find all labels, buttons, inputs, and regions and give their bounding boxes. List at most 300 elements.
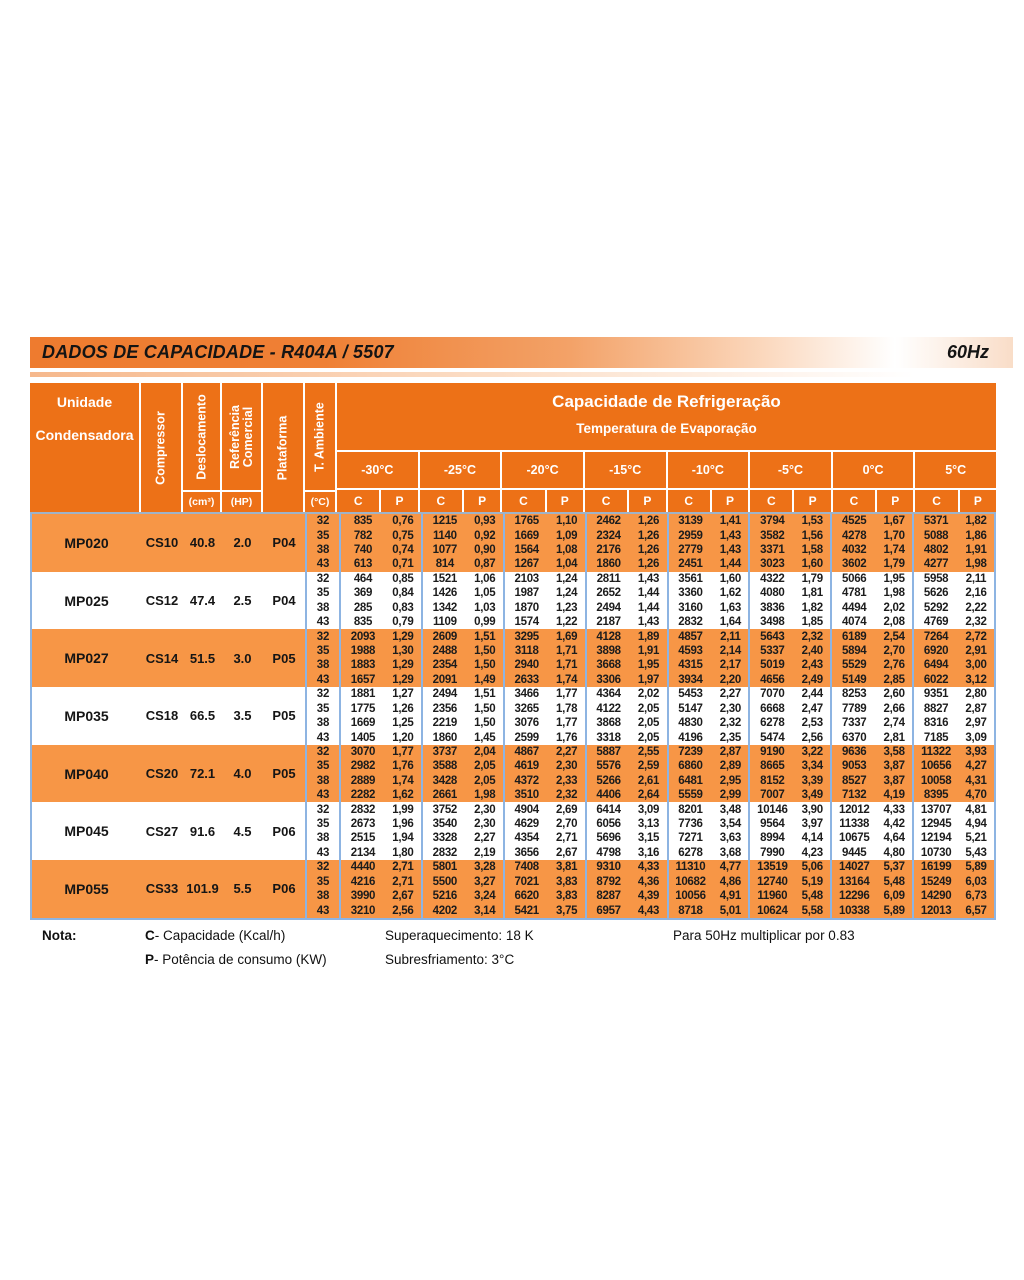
capacity-value: 3588 [432, 760, 458, 773]
data-row [341, 875, 994, 889]
power-value: 3,63 [719, 832, 741, 845]
evap-temp-group [750, 875, 832, 889]
capacity-value: 12194 [920, 832, 952, 845]
evap-temp-group [587, 759, 669, 773]
capacity-value: 10682 [675, 875, 706, 888]
cp-header-group [668, 490, 751, 512]
evap-temp-group [341, 759, 423, 773]
unit-model: MP020 [64, 534, 109, 551]
evap-temp-group [832, 557, 914, 571]
evap-temp-group [423, 817, 505, 831]
capacity-value: 9190 [760, 745, 785, 758]
accent-strip [30, 372, 1013, 377]
capacity-value: 4440 [350, 861, 376, 874]
ambient-temp-cell: 38 [316, 601, 330, 614]
power-value: 1,56 [801, 529, 823, 542]
unit-reference-hp: 3.0 [233, 650, 252, 666]
evap-temp-group [341, 586, 423, 600]
evap-temp-group [832, 701, 914, 715]
power-value: 4,33 [883, 803, 905, 816]
power-value: 2,30 [474, 803, 496, 816]
evap-temp-group [423, 687, 505, 701]
capacity-value: 12012 [838, 803, 870, 816]
power-value: 3,13 [637, 818, 660, 831]
power-value: 1,91 [965, 544, 987, 557]
power-value: 1,25 [392, 717, 414, 730]
capacity-value: 613 [353, 558, 373, 571]
capacity-value: 2832 [350, 803, 376, 816]
evap-temp-group [423, 673, 505, 687]
capacity-value: 8253 [842, 688, 867, 701]
ambient-temp-cell: 32 [316, 630, 330, 643]
power-value: 2,87 [965, 702, 987, 715]
power-value: 2,35 [719, 731, 741, 744]
p-def: - Potência de consumo (KW) [154, 952, 327, 967]
unit-compressor: CS20 [145, 766, 179, 782]
header-referencia-unit: (HP) [222, 490, 261, 512]
power-value: 2,04 [474, 745, 496, 758]
unit-displacement: 51.5 [189, 650, 216, 666]
evap-temp-group [914, 658, 994, 672]
capacity-value: 835 [353, 515, 373, 528]
unit-compressor: CS12 [145, 593, 179, 609]
power-value: 1,43 [637, 572, 660, 585]
power-value: 1,08 [556, 544, 578, 557]
evap-temp-group [669, 629, 751, 643]
evap-temp-group [341, 730, 423, 744]
power-value: 2,89 [719, 760, 741, 773]
unit-model: MP035 [64, 707, 109, 724]
capacity-value: 3118 [514, 645, 539, 657]
evap-temp-group [914, 601, 994, 615]
power-value: 2,59 [637, 760, 660, 773]
capacity-value: 6278 [678, 846, 703, 859]
evap-temp-group [914, 716, 994, 730]
evap-temp-group [423, 586, 505, 600]
evap-temp-group [669, 730, 751, 744]
power-value: 2,71 [556, 832, 578, 845]
power-value: 1,62 [719, 587, 741, 600]
evap-temp-header: -20°C [502, 452, 585, 488]
capacity-value: 5643 [760, 630, 785, 643]
capacity-value: 7789 [842, 702, 867, 715]
power-value: 2,66 [883, 702, 905, 715]
evap-temp-group [669, 528, 751, 542]
power-col-header: P [547, 490, 583, 512]
evap-temp-group [587, 802, 669, 816]
capacity-value: 7736 [678, 818, 703, 831]
evap-temp-group [423, 774, 505, 788]
power-value: 5,37 [883, 861, 905, 874]
evap-temp-group [341, 615, 423, 629]
capacity-value: 3295 [514, 630, 539, 643]
evap-temp-group [587, 716, 669, 730]
capacity-value: 4525 [842, 515, 867, 528]
power-value: 1,98 [474, 789, 496, 802]
power-value: 1,71 [556, 659, 578, 672]
data-row [341, 601, 994, 615]
evap-temp-group [914, 687, 994, 701]
ambient-temp-cell: 32 [316, 745, 330, 758]
evap-temp-group [423, 759, 505, 773]
ambient-temp-cell: 35 [316, 760, 330, 773]
power-value: 3,12 [965, 673, 987, 686]
capacity-value: 6370 [842, 731, 867, 744]
power-value: 4,23 [801, 846, 823, 859]
capacity-value: 5147 [678, 702, 703, 715]
capacity-value: 5576 [596, 760, 621, 773]
evap-temp-group [423, 846, 505, 860]
power-col-header: P [629, 490, 665, 512]
power-value: 1,53 [801, 515, 823, 528]
unit-data [341, 860, 994, 918]
capacity-value: 5801 [432, 861, 458, 874]
evap-temp-group [341, 557, 423, 571]
unit-block [32, 687, 994, 745]
capacity-value: 1870 [514, 601, 539, 614]
evap-temp-group [914, 528, 994, 542]
capacity-col-header: C [502, 490, 546, 512]
evap-temp-group [914, 860, 994, 874]
capacity-value: 2494 [596, 601, 621, 614]
capacity-value: 6189 [842, 630, 867, 643]
evap-temp-group [832, 716, 914, 730]
ambient-temp-cell: 43 [316, 731, 330, 744]
capacity-value: 3934 [678, 673, 703, 686]
evap-temp-group [750, 673, 832, 687]
capacity-value: 4629 [514, 818, 539, 831]
c-def: - Capacidade (Kcal/h) [154, 928, 286, 943]
capacity-value: 2599 [514, 731, 539, 744]
evap-temp-group [341, 629, 423, 643]
power-value: 1,64 [719, 616, 741, 629]
power-value: 3,87 [883, 760, 905, 773]
capacity-value: 3836 [760, 601, 785, 614]
power-value: 2,11 [965, 572, 987, 585]
evap-temp-group [669, 817, 751, 831]
capacity-value: 5149 [842, 673, 867, 686]
power-value: 1,98 [965, 558, 987, 571]
unit-compressor: CS14 [145, 650, 179, 666]
evap-temp-group [669, 543, 751, 557]
power-value: 2,60 [883, 688, 905, 701]
capacity-value: 7132 [842, 789, 867, 802]
evap-temp-group [669, 644, 751, 658]
power-value: 4,36 [637, 875, 660, 888]
evap-temp-group [914, 774, 994, 788]
power-value: 4,94 [965, 818, 987, 831]
capacity-value: 10058 [920, 774, 952, 787]
power-value: 2,14 [719, 645, 741, 657]
header-referencia-comercial [222, 383, 263, 512]
capacity-value: 7239 [678, 745, 703, 758]
evap-temp-group [669, 903, 751, 917]
evap-temp-group [750, 817, 832, 831]
evap-temp-group [587, 673, 669, 687]
capacity-value: 13164 [838, 875, 870, 888]
capacity-value: 2940 [514, 659, 539, 672]
capacity-definition [145, 928, 286, 943]
power-value: 2,02 [637, 688, 660, 701]
evap-temp-group [423, 860, 505, 874]
data-row [341, 745, 994, 759]
capacity-value: 1657 [350, 673, 376, 686]
evap-temp-group [750, 788, 832, 802]
capacity-value: 5696 [596, 832, 621, 845]
unit-model: MP027 [64, 650, 109, 667]
power-value: 0,79 [392, 616, 414, 629]
evap-temp-group [914, 846, 994, 860]
capacity-value: 9351 [923, 688, 949, 701]
power-value: 1,04 [556, 558, 578, 571]
power-value: 1,71 [556, 645, 578, 657]
cp-header-group [915, 490, 996, 512]
capacity-value: 4904 [514, 803, 539, 816]
power-value: 2,17 [719, 659, 741, 672]
capacity-col-header: C [420, 490, 464, 512]
subcooling-note: Subresfriamento: 3°C [385, 952, 515, 967]
power-value: 4,86 [719, 875, 741, 888]
evap-temp-group [587, 528, 669, 542]
capacity-value: 14027 [838, 861, 870, 874]
evap-temp-group [832, 875, 914, 889]
power-value: 1,43 [637, 616, 660, 629]
power-col-header: P [877, 490, 913, 512]
power-value: 1,78 [556, 702, 578, 715]
evap-temp-group [505, 586, 587, 600]
power-value: 2,56 [392, 904, 414, 917]
capacity-value: 2324 [596, 529, 621, 542]
power-value: 3,22 [801, 745, 823, 758]
data-row [341, 817, 994, 831]
power-value: 3,15 [637, 832, 660, 845]
power-value: 2,69 [556, 803, 578, 816]
capacity-value: 10730 [920, 846, 952, 859]
evap-temp-group [505, 759, 587, 773]
unit-compressor: CS27 [145, 823, 179, 839]
unit-reference-hp: 3.5 [233, 708, 252, 724]
power-value: 1,82 [965, 515, 987, 528]
capacity-value: 7070 [760, 688, 785, 701]
power-value: 1,81 [801, 587, 823, 600]
power-value: 3,09 [637, 803, 660, 816]
capacity-value: 3794 [760, 515, 785, 528]
evap-temp-group [832, 586, 914, 600]
capacity-value: 7271 [678, 832, 703, 845]
capacity-value: 10056 [675, 890, 706, 903]
header-plataforma [263, 383, 305, 512]
power-value: 2,99 [719, 789, 741, 802]
capacity-value: 4593 [678, 645, 703, 657]
evap-temp-group [669, 615, 751, 629]
evap-temp-group [669, 774, 751, 788]
capacity-value: 3318 [596, 731, 621, 744]
power-value: 1,79 [801, 572, 823, 585]
evap-temp-group [505, 774, 587, 788]
evap-temp-header: 0°C [833, 452, 916, 488]
evap-temp-group [341, 802, 423, 816]
capacity-value: 10675 [838, 832, 870, 845]
power-value: 1,29 [392, 673, 414, 686]
evap-temp-header: -5°C [750, 452, 833, 488]
unit-reference-hp: 4.0 [233, 766, 252, 782]
power-value: 2,67 [556, 846, 578, 859]
power-value: 4,43 [637, 904, 660, 917]
power-value: 5,48 [883, 875, 905, 888]
evap-temp-group [669, 860, 751, 874]
power-value: 0,85 [392, 572, 414, 585]
evap-temp-group [914, 831, 994, 845]
power-value: 2,27 [719, 688, 741, 701]
capacity-value: 3306 [596, 673, 621, 686]
evap-temp-group [587, 831, 669, 845]
power-value: 4,39 [637, 890, 660, 903]
capacity-value: 3023 [760, 558, 785, 571]
unit-displacement: 40.8 [189, 535, 216, 551]
power-value: 2,32 [801, 630, 823, 643]
power-value: 2,85 [883, 673, 905, 686]
unit-model: MP040 [64, 765, 109, 782]
evap-temp-header: -10°C [668, 452, 751, 488]
evap-temp-group [505, 817, 587, 831]
evap-temp-group [832, 601, 914, 615]
evap-temp-group [669, 875, 751, 889]
evap-temp-group [505, 673, 587, 687]
capacity-value: 1860 [596, 558, 621, 571]
capacity-value: 5887 [596, 745, 621, 758]
capacity-col-header: C [585, 490, 629, 512]
unit-displacement: 91.6 [189, 823, 216, 839]
evap-temp-group [914, 615, 994, 629]
capacity-value: 4494 [842, 601, 867, 614]
power-value: 2,95 [719, 774, 741, 787]
power-value: 2,27 [556, 745, 578, 758]
capacity-value: 464 [353, 572, 373, 585]
capacity-value: 2282 [350, 789, 376, 802]
evap-temp-group [832, 831, 914, 845]
unit-block [32, 629, 994, 687]
evap-temp-group [914, 802, 994, 816]
evap-temp-group [587, 817, 669, 831]
cp-header-group [420, 490, 503, 512]
data-row [341, 903, 994, 917]
data-row [341, 543, 994, 557]
power-value: 4,33 [637, 861, 660, 874]
capacity-value: 7264 [923, 630, 949, 643]
evap-temp-group [832, 788, 914, 802]
power-value: 0,90 [474, 544, 496, 557]
power-value: 1,77 [556, 717, 578, 730]
evap-temp-group [750, 586, 832, 600]
evap-temp-group [750, 831, 832, 845]
capacity-value: 2661 [432, 789, 458, 802]
capacity-value: 2134 [350, 846, 376, 859]
capacity-value: 5500 [432, 875, 458, 888]
unit-compressor: CS33 [145, 881, 179, 897]
power-value: 3,58 [883, 745, 905, 758]
capacity-value: 6860 [678, 760, 703, 773]
ambient-temp-cell: 43 [316, 904, 330, 917]
capacity-value: 7990 [760, 846, 785, 859]
evap-temp-group [423, 745, 505, 759]
evap-temp-group [505, 831, 587, 845]
capacity-value: 1669 [350, 717, 376, 730]
capacity-value: 4354 [514, 832, 539, 845]
capacity-col-header: C [668, 490, 712, 512]
capacity-col-header: C [915, 490, 959, 512]
capacity-value: 1775 [350, 702, 376, 715]
evap-temp-group [423, 658, 505, 672]
evap-temp-group [423, 543, 505, 557]
capacity-value: 5371 [923, 515, 949, 528]
power-value: 1,26 [637, 529, 660, 542]
evap-temp-group [750, 644, 832, 658]
capacity-value: 5958 [923, 572, 949, 585]
power-value: 1,60 [719, 572, 741, 585]
capacity-value: 12945 [920, 818, 952, 831]
power-value: 6,73 [965, 890, 987, 903]
evap-temp-group [914, 759, 994, 773]
evap-temp-group [914, 644, 994, 658]
capacity-value: 4781 [842, 587, 867, 600]
data-row [341, 644, 994, 658]
capacity-value: 10146 [757, 803, 788, 816]
evap-temp-group [750, 629, 832, 643]
capacity-value: 9310 [596, 861, 621, 874]
capacity-value: 8316 [923, 717, 949, 730]
evap-temp-group [423, 701, 505, 715]
power-value: 5,58 [801, 904, 823, 917]
evap-temp-group [505, 889, 587, 903]
power-value: 0,75 [392, 529, 414, 542]
evap-temp-group [587, 875, 669, 889]
evap-temp-group [669, 673, 751, 687]
unit-data [341, 687, 994, 745]
capacity-value: 4798 [596, 846, 621, 859]
capacity-value: 2451 [678, 558, 703, 571]
capacity-value: 1883 [350, 659, 376, 672]
data-row [341, 846, 994, 860]
power-value: 1,26 [637, 544, 660, 557]
evap-temp-group [669, 802, 751, 816]
data-row [341, 514, 994, 528]
unit-model: MP045 [64, 823, 109, 840]
capacity-value: 5337 [760, 645, 785, 657]
header-unidade-condensadora [30, 383, 141, 512]
evap-temp-group [832, 802, 914, 816]
power-value: 1,03 [474, 601, 496, 614]
evap-temp-group [832, 903, 914, 917]
capacity-value: 3076 [514, 717, 539, 730]
capacity-value: 2354 [432, 659, 458, 672]
evap-temp-group [832, 629, 914, 643]
power-value: 3,09 [965, 731, 987, 744]
ambient-temp-cell: 35 [316, 818, 330, 831]
data-row [341, 701, 994, 715]
power-value: 3,87 [883, 774, 905, 787]
power-value: 3,81 [556, 861, 578, 874]
power-value: 3,83 [556, 890, 578, 903]
power-value: 1,74 [883, 544, 905, 557]
capacity-value: 2673 [350, 818, 376, 831]
power-value: 2,97 [965, 717, 987, 730]
power-value: 3,28 [474, 861, 496, 874]
power-value: 1,20 [392, 731, 414, 744]
capacity-value: 10624 [757, 904, 788, 917]
power-value: 1,26 [637, 515, 660, 528]
evap-temp-group [587, 846, 669, 860]
evap-temp-group [750, 658, 832, 672]
